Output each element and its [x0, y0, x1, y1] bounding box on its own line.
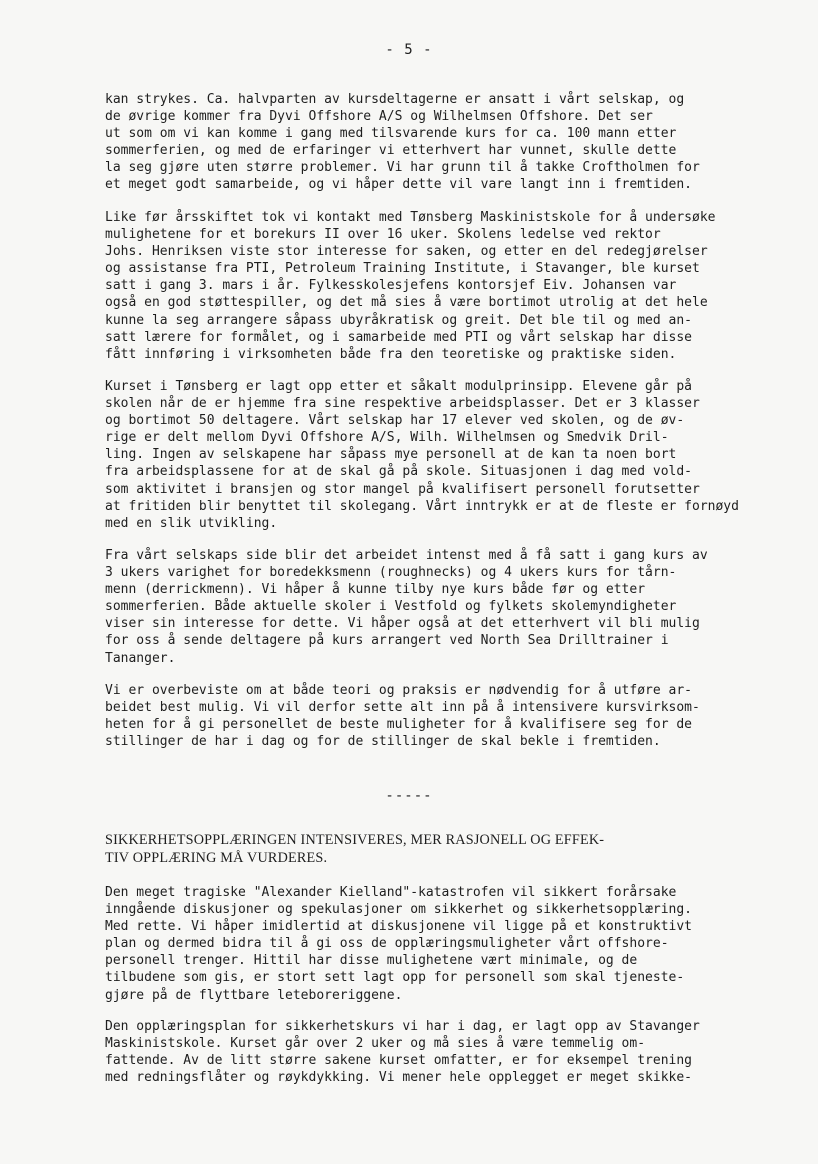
text-line: kunne la seg arrangere såpass ubyråkratisk og greit. Det ble til og med an-: [105, 312, 692, 328]
text-line: som aktivitet i bransjen og stor mangel på kvalifisert personell forutsetter: [105, 481, 700, 497]
text-line: med redningsflåter og røykdykking. Vi mener hele opplegget er meget skikke-: [105, 1070, 692, 1086]
text-line: Med rette. Vi håper imidlertid at diskusjonene vil ligge på et konstruktivt: [105, 919, 692, 935]
paragraph-4: [105, 547, 785, 667]
text-line: fattende. Av de litt større sakene kurset omfatter, er for eksempel trening: [105, 1053, 692, 1069]
text-line: også en god støttespiller, og det må sies å være bortimot utrolig at det hele: [105, 295, 708, 311]
text-line: at fritiden blir benyttet til skolegang. Vårt inntrykk er at de fleste er fornøyd: [105, 498, 739, 514]
text-line: ut som om vi kan komme i gang med tilsvarende kurs for ca. 100 mann etter: [105, 126, 677, 142]
paragraph-2: [105, 209, 785, 363]
heading-line: SIKKERHETSOPPLÆRINGEN INTENSIVERES, MER RASJONELL OG EFFEK-: [105, 832, 605, 848]
text-line: personell trenger. Hittil har disse mulighetene vært minimale, og de: [105, 953, 638, 969]
text-line: Fra vårt selskaps side blir det arbeidet intenst med å få satt i gang kurs av: [105, 548, 708, 563]
text-line: satt lærere for formålet, og i samarbeide med PTI og vårt selskap har disse: [105, 329, 692, 345]
text-line: plan og dermed bidra til å gi oss de opplæringsmuligheter vårt offshore-: [105, 936, 669, 952]
paragraph-5: [105, 682, 785, 750]
text-line: rige er delt mellom Dyvi Offshore A/S, Wilh. Wilhelmsen og Smedvik Dril-: [105, 430, 669, 446]
text-line: et meget godt samarbeide, og vi håper dette vil vare langt inn i fremtiden.: [105, 177, 692, 193]
text-line: tilbudene som gis, er stort sett lagt opp for personell som skal tjeneste-: [105, 970, 685, 986]
paragraph-1: [105, 91, 785, 194]
text-line: og assistanse fra PTI, Petroleum Training Institute, i Stavanger, ble kurset: [105, 261, 700, 277]
text-line: gjøre på de flyttbare leteboreriggene.: [105, 987, 403, 1003]
section-separator: -----: [385, 788, 433, 804]
text-line: viser sin interesse for dette. Vi håper også at det etterhvert vil bli mulig: [105, 616, 700, 632]
paragraph-3: [105, 378, 785, 532]
text-line: Den meget tragiske "Alexander Kielland"-katastrofen vil sikkert forårsake: [105, 885, 677, 900]
text-line: ling. Ingen av selskapene har såpass mye personell at de kan ta noen bort: [105, 447, 677, 463]
text-line: Maskinistskole. Kurset går over 2 uker og må sies å være temmelig om-: [105, 1036, 646, 1052]
text-line: sommerferien. Både aktuelle skoler i Vestfold og fylkets skolemyndigheter: [105, 599, 677, 615]
text-line: de øvrige kommer fra Dyvi Offshore A/S og Wilhelmsen Offshore. Det ser: [105, 109, 653, 125]
text-line: Kurset i Tønsberg er lagt opp etter et såkalt modulprinsipp. Elevene går på: [105, 379, 692, 394]
text-line: Tananger.: [105, 650, 176, 666]
heading-line: TIV OPPLÆRING MÅ VURDERES.: [105, 849, 328, 866]
text-line: Vi er overbeviste om at både teori og praksis er nødvendig for å utføre ar-: [105, 683, 692, 698]
text-line: inngående diskusjoner og spekulasjoner om sikkerhet og sikkerhetsopplæring.: [105, 902, 692, 918]
text-line: og bortimot 50 deltagere. Vårt selskap har 17 elever ved skolen, og de øv-: [105, 413, 685, 429]
paragraph-7: [105, 1018, 785, 1086]
text-line: sommerferien, og med de erfaringer vi etterhvert har vunnet, skulle dette: [105, 143, 677, 159]
text-line: menn (derrickmenn). Vi håper å kunne tilby nye kurs både før og etter: [105, 582, 646, 598]
text-line: heten for å gi personellet de beste muligheter for å kvalifisere seg for de: [105, 717, 692, 733]
text-line: kan strykes. Ca. halvparten av kursdeltagerne er ansatt i vårt selskap, og: [105, 92, 685, 107]
text-line: med en slik utvikling.: [105, 515, 278, 531]
page-number: - 5 -: [385, 42, 433, 58]
text-line: la seg gjøre uten større problemer. Vi har grunn til å takke Croftholmen for: [105, 160, 700, 176]
text-line: Johs. Henriksen viste stor interesse for saken, og etter en del redegjørelser: [105, 244, 708, 260]
paragraph-6: [105, 884, 785, 1004]
text-line: mulighetene for et borekurs II over 16 uker. Skolens ledelse ved rektor: [105, 227, 661, 243]
text-line: skolen når de er hjemme fra sine respektive arbeidsplasser. Det er 3 klasser: [105, 396, 700, 412]
text-line: beidet best mulig. Vi vil derfor sette alt inn på å intensivere kursvirksom-: [105, 700, 700, 716]
text-line: fått innføring i virksomheten både fra den teoretiske og praktiske siden.: [105, 346, 677, 362]
text-line: fra arbeidsplassene for at de skal gå på skole. Situasjonen i dag med vold-: [105, 464, 692, 480]
text-line: Den opplæringsplan for sikkerhetskurs vi har i dag, er lagt opp av Stavanger: [105, 1019, 700, 1034]
text-line: satt i gang 3. mars i år. Fylkesskolesjefens kontorsjef Eiv. Johansen var: [105, 278, 677, 294]
text-line: Like før årsskiftet tok vi kontakt med Tønsberg Maskinistskole for å undersøke: [105, 210, 716, 225]
text-line: stillinger de har i dag og for de stillinger de skal bekle i fremtiden.: [105, 734, 661, 750]
section-heading: [105, 832, 795, 867]
text-line: for oss å sende deltagere på kurs arrangert ved North Sea Drilltrainer i: [105, 633, 669, 649]
text-line: 3 ukers varighet for boredekksmenn (roughnecks) og 4 ukers kurs for tårn-: [105, 565, 677, 581]
